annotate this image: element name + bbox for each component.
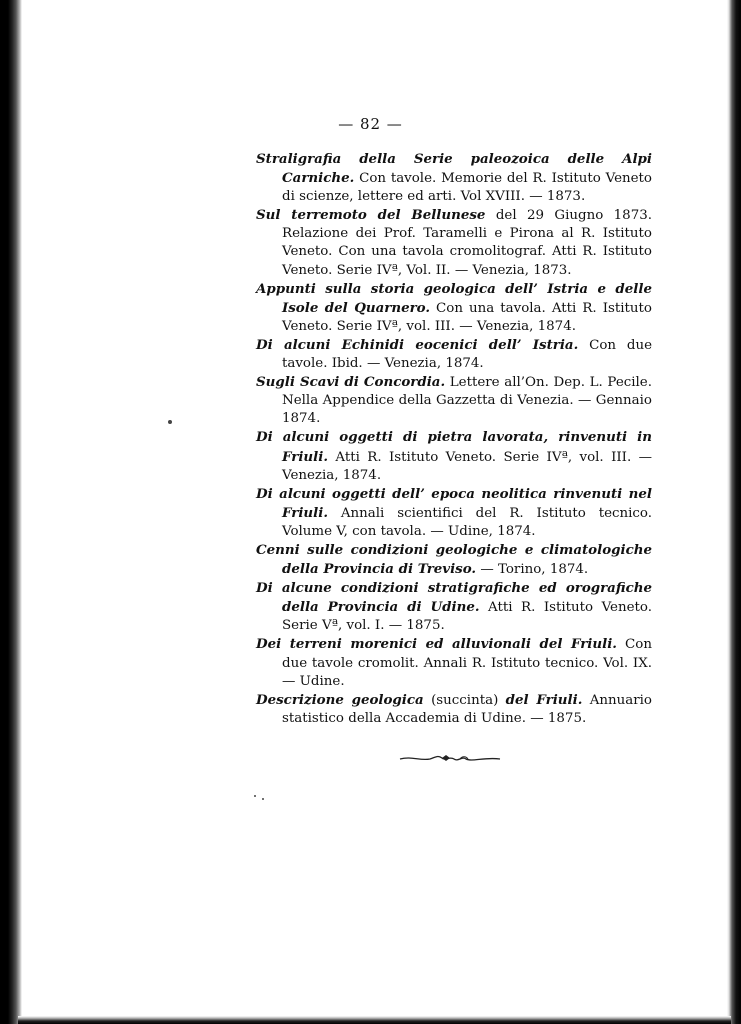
bibliography-entry — [256, 485, 652, 541]
ink-speck — [254, 795, 256, 797]
entry-title: Descrizione geologica — [256, 691, 424, 708]
entry-details: del 29 Giugno 1873. Relazione dei Prof. Taramelli e Pirona al R. Istituto Veneto. Con una tavola cromolitograf. Atti R. Istituto Veneto. Serie IVª, Vol. II. — Venezia, 1873. — [282, 208, 653, 278]
decorative-ornament-icon — [398, 752, 502, 766]
entry-details: Con tavole. Memorie del R. Istituto Veneto di scienze, lettere ed arti. Vol XVIII. — 1873. — [282, 171, 652, 205]
bibliography-entry — [256, 280, 652, 336]
entry-details: Lettere all’On. Dep. L. Pecile. Nella Appendice della Gazzetta di Venezia. — Gennaio 1874. — [282, 375, 652, 427]
bibliography-entry — [256, 206, 652, 279]
entry-details: Con una tavola. Atti R. Istituto Veneto. Serie IVª, vol. III. — Venezia, 1874. — [282, 300, 652, 334]
entry-title-continued: del Friuli. — [505, 691, 583, 708]
entry-details: Atti R. Istituto Veneto. Serie Vª, vol. I. — 1875. — [282, 600, 652, 634]
bibliography-entry — [256, 691, 652, 728]
bibliography-entry — [256, 541, 652, 579]
entry-title: Straligrafia della Serie paleozoica delle Alpi Carniche. — [256, 151, 652, 187]
bibliography-entry — [256, 373, 652, 428]
entry-title: Di alcuni oggetti dell’ epoca neolitica rinvenuti nel Friuli. — [256, 485, 652, 521]
entry-title: Di alcune condizioni stratigrafiche ed orografiche della Provincia di Udine. — [256, 580, 652, 616]
bibliography-entry — [256, 635, 652, 690]
entry-details: Con due tavole cromolit. Annali R. Istituto tecnico. Vol. IX. — Udine. — [282, 637, 652, 689]
entry-title: Sul terremoto del Bellunese — [256, 207, 486, 224]
bibliography-list — [256, 150, 652, 728]
page-number: — 82 — — [338, 115, 403, 133]
entry-title: Di alcuni oggetti di pietra lavorata, rinvenuti in Friuli. — [256, 429, 652, 465]
page-left-edge-shadow — [0, 0, 22, 1024]
entry-details: — Torino, 1874. — [476, 562, 589, 578]
entry-details-continued: Annuario statistico della Accademia di Udine. — 1875. — [282, 692, 652, 726]
bibliography-entry — [256, 579, 652, 635]
entry-title: Di alcuni Echinidi eocenici dell’ Istria. — [256, 336, 579, 353]
bibliography-entry — [256, 428, 652, 484]
page-bottom-edge-shadow — [18, 1016, 731, 1024]
bibliography-entry — [256, 150, 652, 206]
entry-details: Con due tavole. Ibid. — Venezia, 1874. — [282, 337, 652, 372]
entry-title: Sugli Scavi di Concordia. — [256, 374, 446, 391]
entry-title: Appunti sulla storia geologica dell’ Istria e delle Isole del Quarnero. — [256, 280, 652, 316]
entry-title: Cenni sulle condizioni geologiche e climatologiche della Provincia di Treviso. — [256, 541, 652, 578]
ink-speck — [168, 420, 172, 424]
bibliography-entry — [256, 336, 652, 373]
entry-title: Dei terreni morenici ed alluvionali del Friuli. — [256, 636, 617, 653]
ink-speck — [262, 798, 264, 800]
entry-details: Annali scientifici del R. Istituto tecnico. Volume V, con tavola. — Udine, 1874. — [282, 505, 652, 539]
entry-details: (succinta) — [423, 692, 506, 708]
page-right-edge-shadow — [727, 0, 741, 1024]
entry-details: Atti R. Istituto Veneto. Serie IVª, vol. III. — Venezia, 1874. — [282, 449, 652, 483]
